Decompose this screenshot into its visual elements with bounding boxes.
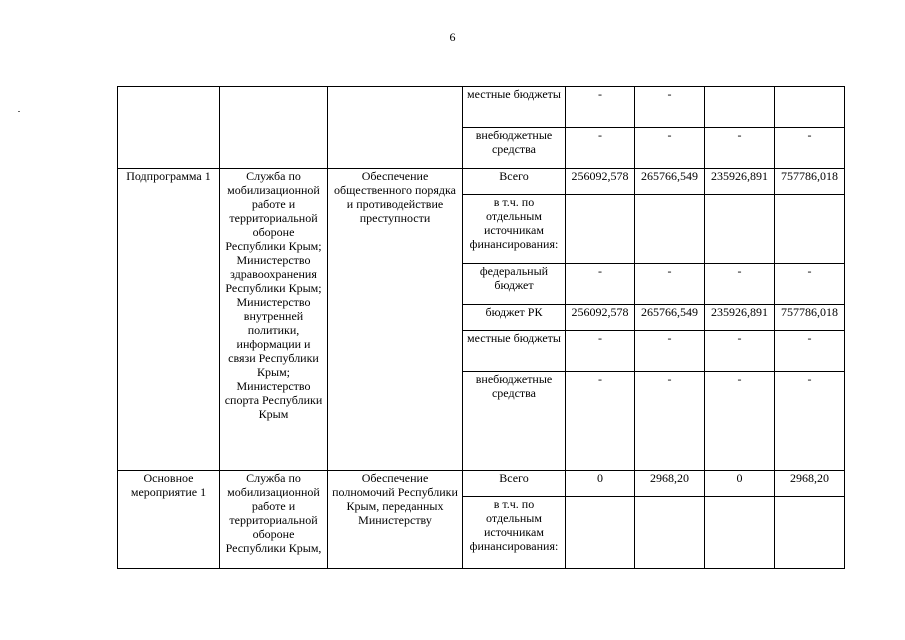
value-cell: - (775, 372, 845, 471)
value-cell (635, 497, 705, 569)
value-cell: 256092,578 (566, 305, 635, 331)
value-cell (705, 497, 775, 569)
value-cell: 2968,20 (775, 471, 845, 497)
value-cell: - (705, 372, 775, 471)
value-cell: 235926,891 (705, 169, 775, 195)
value-cell (705, 195, 775, 264)
value-cell: - (566, 372, 635, 471)
value-cell: - (566, 264, 635, 305)
value-cell: 256092,578 (566, 169, 635, 195)
executor-cell (220, 87, 328, 169)
value-cell: 265766,549 (635, 169, 705, 195)
value-cell: - (566, 128, 635, 169)
value-cell (566, 497, 635, 569)
value-cell: 235926,891 (705, 305, 775, 331)
value-cell: 0 (566, 471, 635, 497)
event-name-cell: Обеспечение полномочий Республики Крым, переданных Министерству (328, 471, 463, 569)
margin-mark (18, 111, 20, 112)
value-cell: - (775, 128, 845, 169)
table-row (118, 471, 845, 497)
value-cell: - (705, 264, 775, 305)
value-cell: - (775, 331, 845, 372)
source-cell: федеральный бюджет (463, 264, 566, 305)
event-name-cell (328, 87, 463, 169)
financing-table (117, 86, 845, 569)
executor-cell: Служба по мобилизационной работе и территориальной обороне Республики Крым; Министерство здравоохранения Республики Крым; Министерство внутренней политики, информации и связи Республики Крым; Министерство спорта Республики Крым (220, 169, 328, 471)
value-cell: - (635, 87, 705, 128)
value-cell (775, 195, 845, 264)
table-row (118, 169, 845, 195)
value-cell (775, 497, 845, 569)
value-cell: - (566, 87, 635, 128)
value-cell: 265766,549 (635, 305, 705, 331)
source-cell: Всего (463, 471, 566, 497)
source-cell: внебюджетные средства (463, 372, 566, 471)
source-cell: Всего (463, 169, 566, 195)
program-cell: Основное мероприятие 1 (118, 471, 220, 569)
source-cell: местные бюджеты (463, 87, 566, 128)
event-name-cell: Обеспечение общественного порядка и противодействие преступности (328, 169, 463, 471)
source-cell: в т.ч. по отдельным источникам финансирования: (463, 195, 566, 264)
source-cell: в т.ч. по отдельным источникам финансирования: (463, 497, 566, 569)
value-cell: 2968,20 (635, 471, 705, 497)
table-row (118, 87, 845, 128)
value-cell (566, 195, 635, 264)
source-cell: местные бюджеты (463, 331, 566, 372)
value-cell: - (635, 264, 705, 305)
program-cell: Подпрограмма 1 (118, 169, 220, 471)
value-cell: - (566, 331, 635, 372)
program-cell (118, 87, 220, 169)
value-cell (705, 87, 775, 128)
value-cell: - (775, 264, 845, 305)
value-cell: - (705, 128, 775, 169)
value-cell: - (635, 128, 705, 169)
value-cell: 0 (705, 471, 775, 497)
value-cell (635, 195, 705, 264)
page-number: 6 (449, 30, 456, 44)
executor-cell: Служба по мобилизационной работе и территориальной обороне Республики Крым, (220, 471, 328, 569)
value-cell: - (635, 372, 705, 471)
source-cell: внебюджетные средства (463, 128, 566, 169)
value-cell: 757786,018 (775, 169, 845, 195)
source-cell: бюджет РК (463, 305, 566, 331)
value-cell: - (705, 331, 775, 372)
value-cell: - (635, 331, 705, 372)
value-cell: 757786,018 (775, 305, 845, 331)
value-cell (775, 87, 845, 128)
